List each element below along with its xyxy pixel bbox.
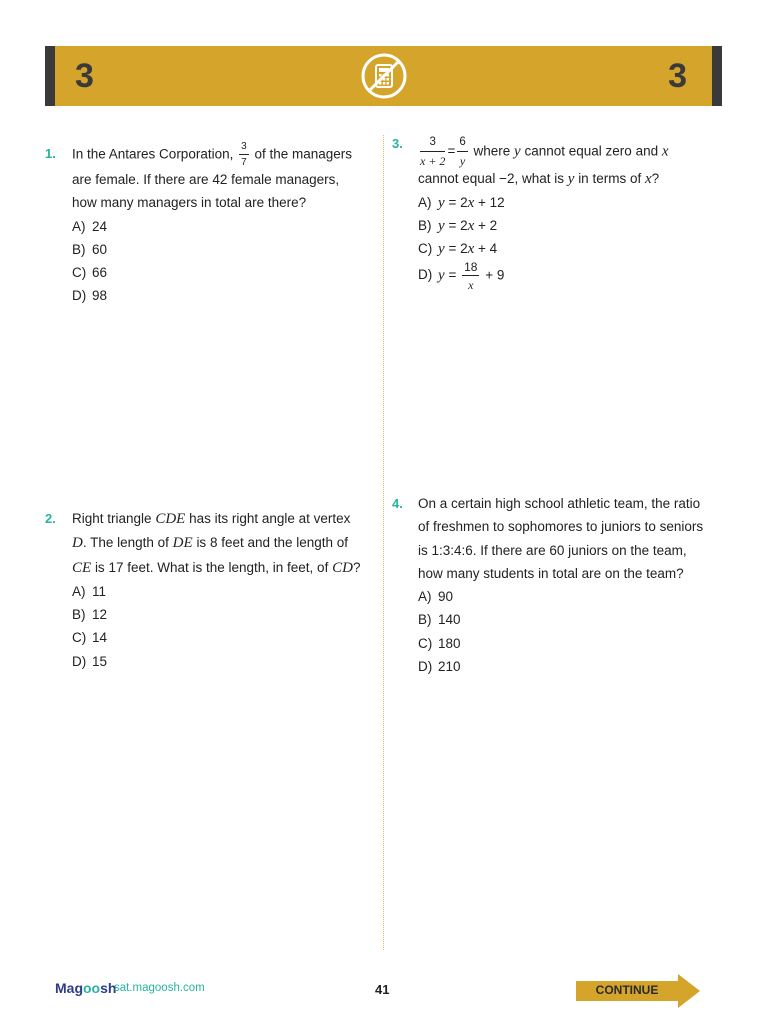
answer-choices: [418, 191, 722, 291]
question-3: [392, 132, 722, 291]
banner-edge-left: [45, 46, 55, 106]
section-number-right: 3: [668, 57, 687, 95]
footer-url[interactable]: sat.magoosh.com: [114, 982, 205, 994]
continue-button[interactable]: [576, 974, 700, 1008]
fraction: $\frac{3}{7}$: [241, 141, 247, 168]
answer-choices: [418, 585, 722, 678]
question-4: [392, 492, 722, 678]
no-calculator-icon: [361, 53, 407, 99]
column-divider: [383, 135, 384, 950]
question-number: 1.: [45, 146, 56, 161]
choice-a[interactable]: A) 24: [72, 218, 108, 234]
choice-d[interactable]: D) 210: [418, 659, 461, 675]
question-number: 4.: [392, 496, 403, 511]
magoosh-logo: Magoosh: [55, 980, 117, 996]
question-number: 2.: [45, 511, 56, 526]
section-header-banner: [45, 46, 722, 106]
choice-c[interactable]: C) y = 2x + 4: [418, 241, 498, 258]
question-2: [45, 507, 375, 673]
choice-b[interactable]: B) 12: [72, 607, 108, 623]
section-number-left: 3: [75, 57, 94, 95]
choice-d[interactable]: D) 15: [72, 653, 108, 669]
question-text: On a certain high school athletic team, the ratio of freshmen to sophomores to juniors to seniors is 1:3:4:6. If there are 60 juniors on the team, how many students in total are on the team?: [418, 496, 704, 581]
fraction-lhs: $\frac{3}{x + 2}$: [420, 136, 446, 168]
choice-d[interactable]: D) y = $\frac{18}{x}$ + 9: [418, 259, 505, 292]
page-number: 41: [375, 982, 390, 997]
choice-b[interactable]: B) y = 2x + 2: [418, 218, 498, 235]
banner-edge-right: [712, 46, 722, 106]
fraction: $\frac{18}{x}$: [464, 259, 478, 292]
answer-choices: [72, 580, 375, 673]
choice-c[interactable]: C) 180: [418, 635, 461, 651]
choice-b[interactable]: B) 140: [418, 612, 461, 628]
question-text: Right triangle CDE has its right angle at vertex D. The length of DE is 8 feet and the length of CE is 17 feet. What is the length, in feet, of CD?: [72, 511, 361, 576]
question-number: 3.: [392, 136, 403, 151]
choice-a[interactable]: A) y = 2x + 12: [418, 194, 505, 211]
choice-c[interactable]: C) 14: [72, 630, 108, 646]
choice-a[interactable]: A) 11: [72, 583, 107, 599]
question-1: [45, 142, 375, 308]
answer-choices: [72, 215, 375, 308]
fraction-rhs: $\frac{6}{y}$: [459, 136, 466, 168]
choice-d[interactable]: D) 98: [72, 288, 108, 304]
choice-a[interactable]: A) 90: [418, 589, 454, 605]
question-text: $\frac{3}{x + 2}$ = $\frac{6}{y}$ where y cannot equal zero and x cannot equal −2, what is y in terms of x?: [418, 136, 669, 187]
continue-label: CONTINUE: [595, 983, 659, 997]
choice-c[interactable]: C) 66: [72, 265, 108, 281]
question-text: In the Antares Corporation, $\frac{3}{7}$ of the managers are female. If there are 42 female managers, how many managers in total are there?: [72, 141, 353, 211]
choice-b[interactable]: B) 60: [72, 241, 108, 257]
